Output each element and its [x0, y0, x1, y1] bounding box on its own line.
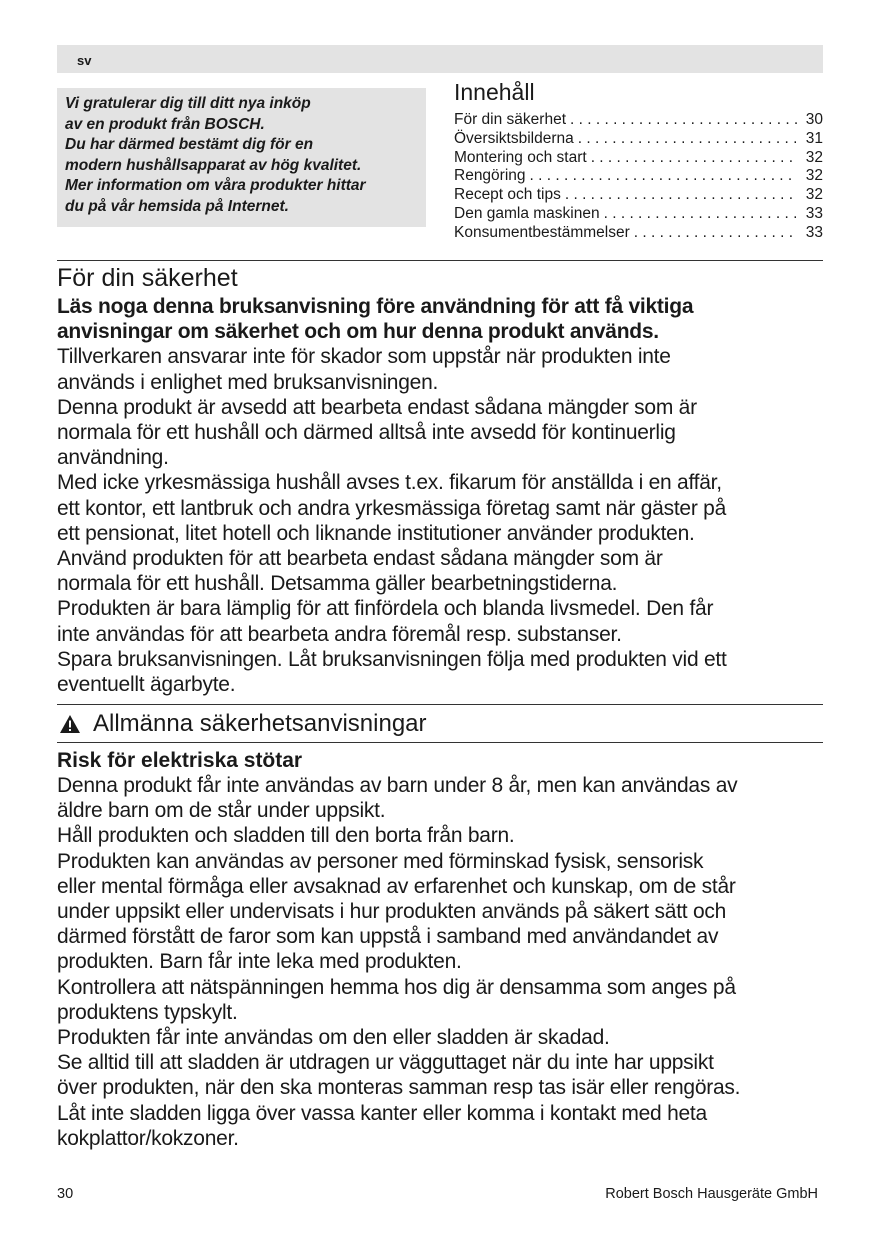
footer-company: Robert Bosch Hausgeräte GmbH	[605, 1186, 818, 1202]
safety-body-line: ett kontor, ett lantbruk och andra yrkesmässiga företag samt när gäster på	[57, 496, 727, 520]
intro-line: Mer information om våra produkter hittar	[65, 177, 366, 194]
toc-entry-page: 32	[805, 186, 823, 204]
safety-lead-line: Läs noga denna bruksanvisning före användning för att få viktiga	[57, 295, 694, 318]
safety-body-line: används i enlighet med bruksanvisningen.	[57, 370, 439, 394]
intro-box	[57, 88, 426, 227]
safety-body-line: eventuellt ägarbyte.	[57, 673, 236, 697]
safety-body-line: inte användas för att bearbeta andra föremål resp. substanser.	[57, 622, 622, 646]
toc-leader-dots	[565, 186, 797, 205]
intro-line: av en produkt från BOSCH.	[65, 115, 265, 133]
toc-entry-page: 33	[805, 223, 823, 241]
intro-line: Vi gratulerar dig till ditt nya inköp	[65, 95, 311, 112]
toc-entry-label: Översiktsbilderna	[454, 129, 574, 147]
toc-leader-dots	[570, 111, 797, 130]
section-divider	[57, 742, 823, 743]
toc-entry-page: 32	[805, 148, 823, 166]
toc-entry-label: Montering och start	[454, 148, 587, 166]
toc-entry-label: Recept och tips	[454, 186, 561, 204]
toc-entry-page: 32	[805, 167, 823, 185]
electric-body-line: eller mental förmåga eller avsaknad av erfarenhet och kunskap, om de står	[57, 874, 736, 898]
safety-lead-line: anvisningar om säkerhet och om hur denna produkt används.	[57, 320, 659, 344]
toc-entry[interactable]	[454, 205, 823, 224]
electric-body-line: produkten. Barn får inte leka med produkten.	[57, 950, 462, 974]
toc-entry-page: 30	[805, 111, 823, 128]
toc-leader-dots	[530, 167, 797, 186]
electric-shock-heading: Risk för elektriska stötar	[57, 749, 303, 772]
safety-body-line: normala för ett hushåll och därmed alltså inte avsedd för kontinuerlig	[57, 421, 676, 445]
electric-body-line: under uppsikt eller undervisats i hur produkten används på säkert sätt och	[57, 900, 727, 924]
language-code: sv	[77, 53, 92, 68]
electric-body-line: Håll produkten och sladden till den borta från barn.	[57, 824, 515, 848]
safety-body-line: användning.	[57, 446, 169, 470]
toc-entry-label: Konsumentbestämmelser	[454, 223, 630, 241]
safety-body-line: Tillverkaren ansvarar inte för skador som uppstår när produkten inte	[57, 345, 671, 369]
toc-entry[interactable]	[454, 149, 823, 168]
toc-leader-dots	[634, 224, 797, 243]
footer-page-number: 30	[57, 1186, 74, 1202]
safety-body-line: ett pensionat, litet hotell och liknande institutioner använder produkten.	[57, 521, 695, 545]
electric-body-line: Produkten kan användas av personer med förminskad fysisk, sensorisk	[57, 849, 704, 873]
toc-entry[interactable]	[454, 111, 823, 130]
safety-body-line: Spara bruksanvisningen. Låt bruksanvisningen följa med produkten vid ett	[57, 647, 727, 671]
toc-title: Innehåll	[454, 79, 535, 105]
intro-line: Du har därmed bestämt dig för en	[65, 136, 314, 153]
safety-section	[57, 262, 827, 697]
toc-entry-page: 31	[805, 129, 823, 147]
section-divider	[57, 260, 823, 261]
electric-body-line: därmed förstått de faror som kan uppstå i samband med användandet av	[57, 925, 719, 949]
toc-entry[interactable]	[454, 224, 823, 243]
electric-body-line: Låt inte sladden ligga över vassa kanter eller komma i kontakt med heta	[57, 1101, 707, 1125]
toc-leader-dots	[604, 205, 797, 224]
language-bar	[57, 45, 823, 73]
toc-entry[interactable]	[454, 186, 823, 205]
safety-body-line: Denna produkt är avsedd att bearbeta endast sådana mängder som är	[57, 395, 697, 419]
electric-body-line: Denna produkt får inte användas av barn under 8 år, men kan användas av	[57, 774, 738, 797]
safety-body-line: normala för ett hushåll. Detsamma gäller bearbetningstiderna.	[57, 572, 618, 596]
electric-body-line: Produkten får inte användas om den eller sladden är skadad.	[57, 1026, 610, 1050]
toc-entry[interactable]	[454, 130, 823, 149]
general-safety-header	[57, 706, 827, 742]
safety-heading: För din säkerhet	[57, 264, 238, 292]
electric-body-line: över produkten, när den ska monteras samman resp tas isär eller rengöras.	[57, 1076, 741, 1100]
toc-entry-label: För din säkerhet	[454, 111, 566, 128]
electric-body-line: produktens typskylt.	[57, 1000, 238, 1024]
warning-triangle-icon	[59, 714, 81, 734]
safety-body-line: Produkten är bara lämplig för att finfördela och blanda livsmedel. Den får	[57, 597, 714, 621]
intro-line: modern hushållsapparat av hög kvalitet.	[65, 156, 362, 174]
electric-body-line: Se alltid till att sladden är utdragen ur vägguttaget när du inte har uppsikt	[57, 1051, 714, 1075]
toc-entry[interactable]	[454, 167, 823, 186]
section-divider	[57, 704, 823, 705]
toc-entry-label: Rengöring	[454, 167, 526, 185]
general-safety-heading: Allmänna säkerhetsanvisningar	[93, 710, 427, 737]
electric-shock-section	[57, 748, 832, 1151]
electric-body-line: Kontrollera att nätspänningen hemma hos dig är densamma som anges på	[57, 975, 736, 999]
table-of-contents	[454, 78, 823, 243]
safety-body-line: Med icke yrkesmässiga hushåll avses t.ex. fikarum för anställda i en affär,	[57, 471, 722, 495]
toc-entry-label: Den gamla maskinen	[454, 204, 600, 222]
toc-leader-dots	[578, 130, 797, 149]
toc-entry-page: 33	[805, 204, 823, 222]
electric-body-line: äldre barn om de står under uppsikt.	[57, 799, 386, 823]
intro-line: du på vår hemsida på Internet.	[65, 197, 289, 215]
toc-leader-dots	[591, 149, 797, 168]
safety-body-line: Använd produkten för att bearbeta endast sådana mängder som är	[57, 547, 663, 571]
electric-body-line: kokplattor/kokzoner.	[57, 1126, 239, 1150]
